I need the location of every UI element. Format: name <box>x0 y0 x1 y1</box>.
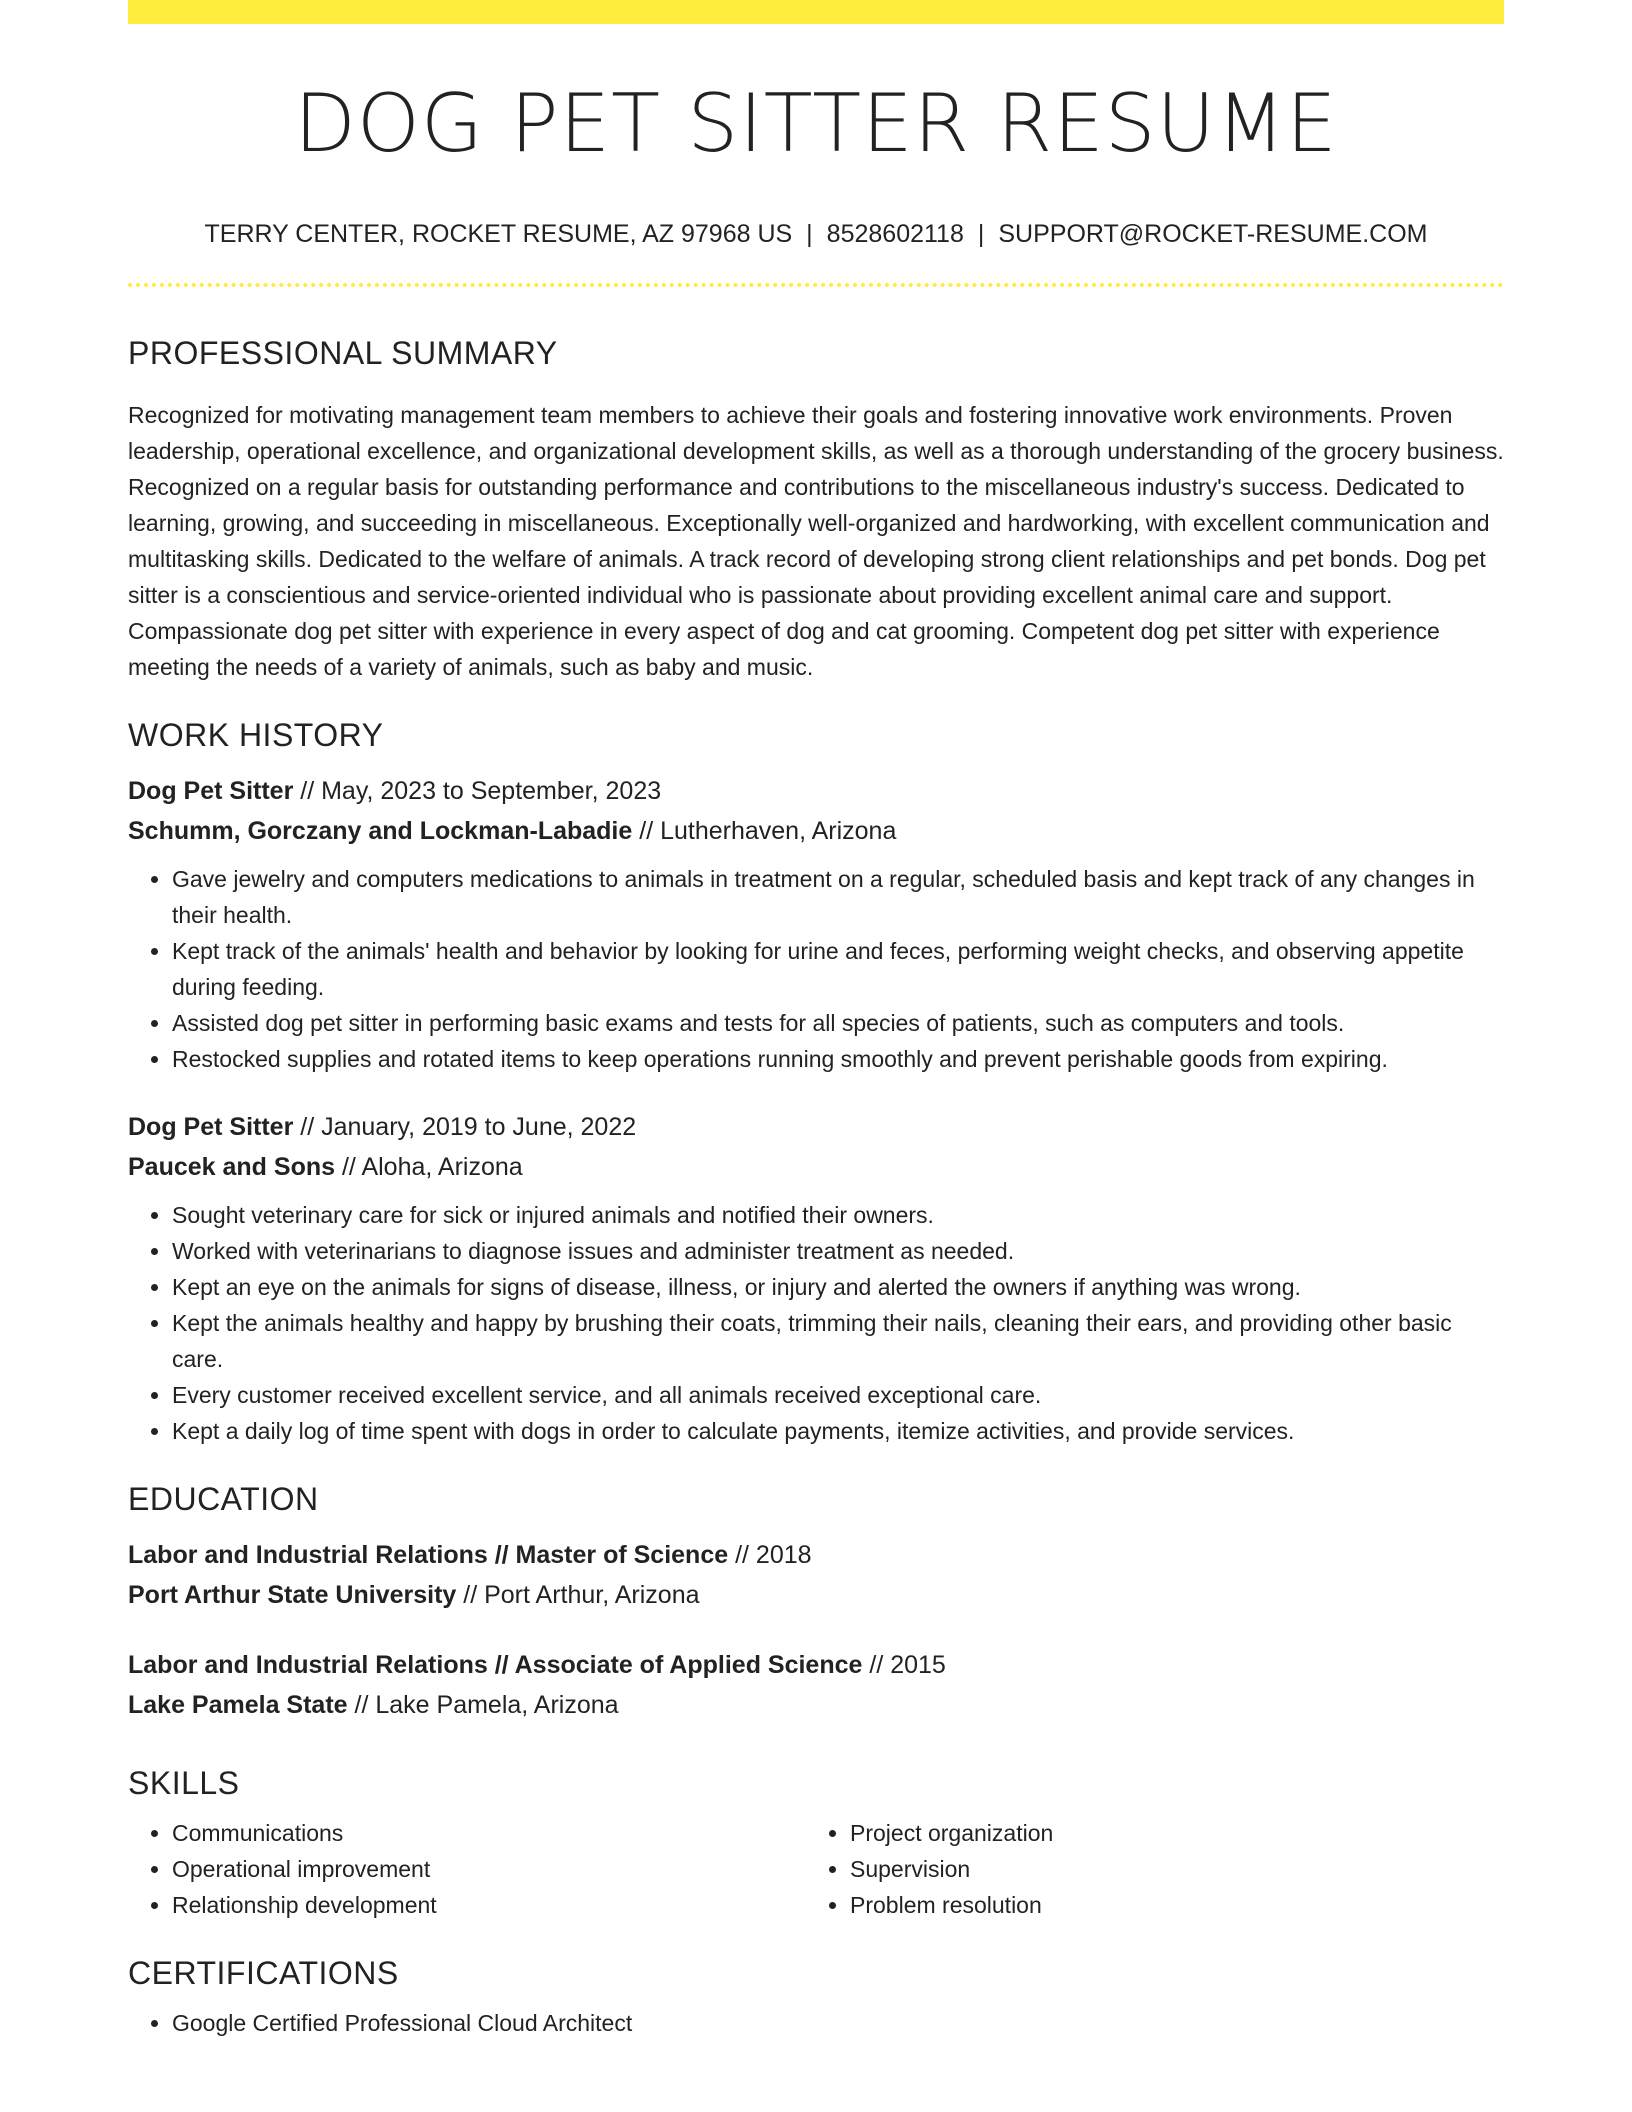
education-school: Lake Pamela State <box>128 1691 348 1719</box>
list-item: • Worked with veterinarians to diagnose issues and administer treatment as needed. <box>172 1233 1504 1269</box>
education-school-line <box>128 1685 1504 1725</box>
section-heading-work-history: WORK HISTORY <box>128 717 384 753</box>
job-location: // Lutherhaven, Arizona <box>639 817 897 845</box>
contact-separator: | <box>977 220 985 248</box>
list-item: • Every customer received excellent service, and all animals received exceptional care. <box>172 1377 1504 1413</box>
summary-text: Recognized for motivating management team members to achieve their goals and fostering innovative work environments. Proven leadership, operational excellence, and organizational development skills, as well as a thorough understanding of the grocery business. Recognized on a regular basis for outstanding performance and contributions to the miscellaneous industry's success. Dedicated to learning, growing, and succeeding in miscellaneous. Exceptionally well-organized and hardworking, with excellent communication and multitasking skills. Dedicated to the welfare of animals. A track record of developing strong client relationships and pet bonds. Dog pet sitter is a conscientious and service-oriented individual who is passionate about providing excellent animal care and support. Compassionate dog pet sitter with experience in every aspect of dog and cat grooming. Competent dog pet sitter with experience meeting the needs of a variety of animals, such as baby and music. <box>128 402 1504 680</box>
education-entry <box>128 1645 1504 1725</box>
job-company: Paucek and Sons <box>128 1153 336 1181</box>
list-item: • Gave jewelry and computers medications to animals in treatment on a regular, scheduled basis and kept track of any changes in their health. <box>172 861 1504 933</box>
certification-item: • Google Certified Professional Cloud Architect <box>172 2005 1504 2041</box>
contact-email[interactable]: SUPPORT@ROCKET-RESUME.COM <box>998 220 1428 248</box>
education-degree-line <box>128 1535 1504 1575</box>
accent-top-bar <box>128 0 1504 24</box>
resume-title: DOG PET SITTER RESUME <box>294 77 1338 170</box>
job-title: Dog Pet Sitter <box>128 1113 294 1141</box>
skill-item: • Problem resolution <box>850 1887 1484 1923</box>
skill-item: • Relationship development <box>172 1887 806 1923</box>
skills-list-left <box>128 1815 806 1923</box>
skill-item: • Operational improvement <box>172 1851 806 1887</box>
education-location: // Port Arthur, Arizona <box>463 1581 700 1609</box>
list-item: • Kept an eye on the animals for signs of disease, illness, or injury and alerted the owners if anything was wrong. <box>172 1269 1504 1305</box>
list-item: • Kept a daily log of time spent with dogs in order to calculate payments, itemize activities, and provide services. <box>172 1413 1504 1449</box>
skills-grid <box>128 1815 1504 1923</box>
list-item: • Assisted dog pet sitter in performing basic exams and tests for all species of patients, such as computers and tools. <box>172 1005 1504 1041</box>
education-year: // 2018 <box>735 1541 812 1569</box>
job-bullet-list <box>128 1197 1504 1449</box>
list-item: • Kept track of the animals' health and behavior by looking for urine and feces, performing weight checks, and observing appetite during feeding. <box>172 933 1504 1005</box>
education-school: Port Arthur State University <box>128 1581 457 1609</box>
certifications-list <box>128 2005 1504 2041</box>
job-company-line <box>128 1147 1504 1187</box>
job-entry <box>128 1107 1504 1449</box>
section-heading-certifications: CERTIFICATIONS <box>128 1955 399 1991</box>
education-degree: Labor and Industrial Relations // Associate of Applied Science <box>128 1651 863 1679</box>
job-bullet-list <box>128 861 1504 1077</box>
section-heading-education: EDUCATION <box>128 1481 319 1517</box>
job-location: // Aloha, Arizona <box>341 1153 523 1181</box>
education-degree: Labor and Industrial Relations // Master of Science <box>128 1541 729 1569</box>
job-entry <box>128 771 1504 1077</box>
contact-line <box>128 222 1504 247</box>
dotted-divider <box>128 283 1504 287</box>
resume-page <box>128 0 1504 2041</box>
job-dates: // May, 2023 to September, 2023 <box>300 777 662 805</box>
job-company-line <box>128 811 1504 851</box>
contact-phone: 8528602118 <box>826 220 964 248</box>
education-year: // 2015 <box>869 1651 946 1679</box>
education-degree-line <box>128 1645 1504 1685</box>
contact-address: TERRY CENTER, ROCKET RESUME, AZ 97968 US <box>204 220 793 248</box>
skills-list-right <box>806 1815 1484 1923</box>
section-heading-summary: PROFESSIONAL SUMMARY <box>128 335 558 371</box>
education-school-line <box>128 1575 1504 1615</box>
list-item: • Kept the animals healthy and happy by brushing their coats, trimming their nails, cleaning their ears, and providing other basic care. <box>172 1305 1504 1377</box>
education-entry <box>128 1535 1504 1615</box>
skill-item: • Communications <box>172 1815 806 1851</box>
job-title-line <box>128 1107 1504 1147</box>
list-item: • Restocked supplies and rotated items to keep operations running smoothly and prevent perishable goods from expiring. <box>172 1041 1504 1077</box>
list-item: • Sought veterinary care for sick or injured animals and notified their owners. <box>172 1197 1504 1233</box>
skill-item: • Project organization <box>850 1815 1484 1851</box>
contact-separator: | <box>806 220 813 248</box>
job-company: Schumm, Gorczany and Lockman-Labadie <box>128 817 633 845</box>
section-heading-skills: SKILLS <box>128 1765 240 1801</box>
education-location: // Lake Pamela, Arizona <box>354 1691 619 1719</box>
job-title: Dog Pet Sitter <box>128 777 294 805</box>
job-dates: // January, 2019 to June, 2022 <box>300 1113 637 1141</box>
skill-item: • Supervision <box>850 1851 1484 1887</box>
job-title-line <box>128 771 1504 811</box>
